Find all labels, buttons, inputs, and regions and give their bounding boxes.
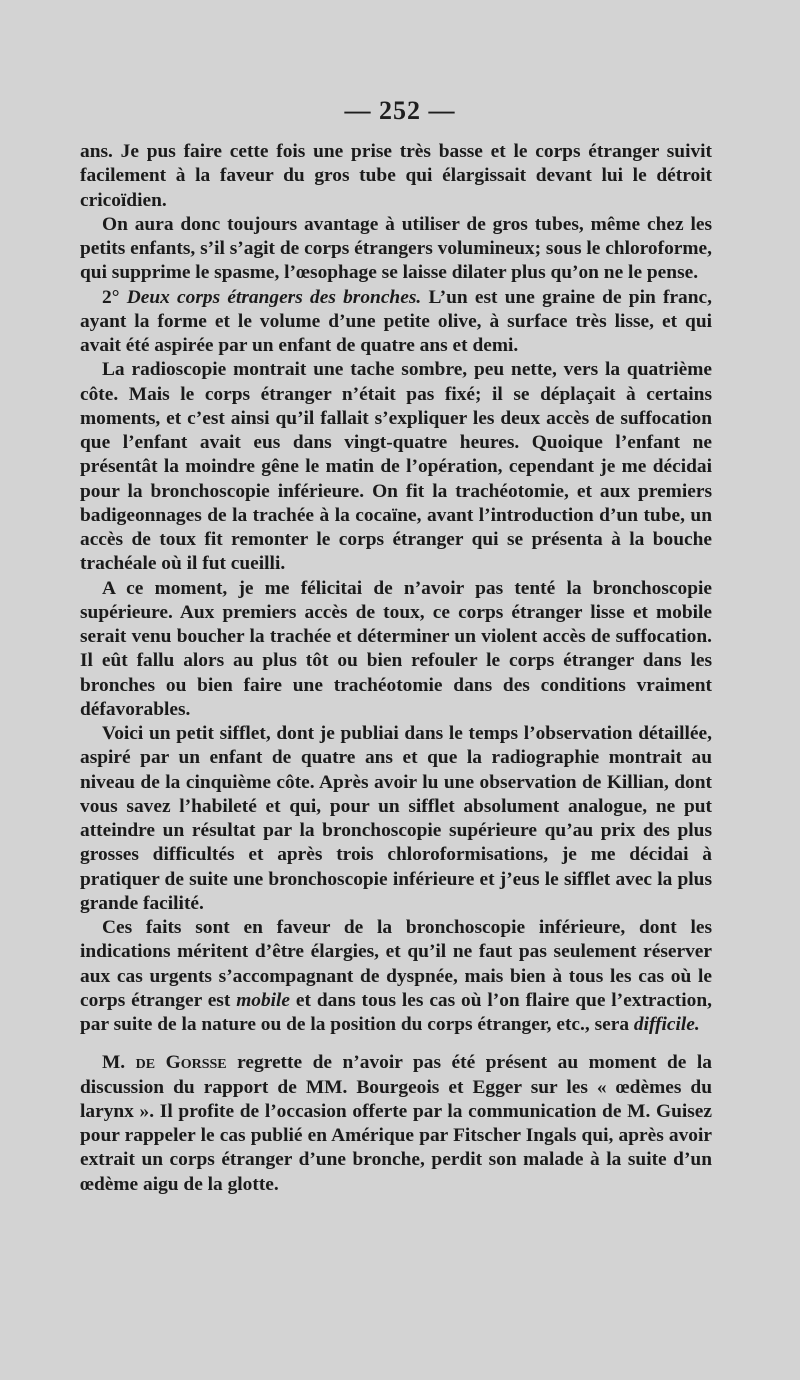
paragraph-7-text-b: et dans tous les cas où l’on flaire que l’extraction, par suite de la nature ou de la position du corps étranger, etc., sera bbox=[80, 989, 712, 1035]
paragraph-8 bbox=[80, 1051, 712, 1197]
paragraph-5: A ce moment, je me félicitai de n’avoir pas tenté la bronchoscopie supérieure. Aux premiers accès de toux, ce corps étranger lisse et mobile serait venu boucher la trachée et déterminer un violent accès de suffocation. Il eût fallu alors au plus tôt ou bien refouler le corps étranger dans les bronches ou bien faire une trachéotomie dans des conditions vraiment défavorables. bbox=[80, 577, 712, 720]
paragraph-6: Voici un petit sifflet, dont je publiai dans le temps l’observation détaillée, aspiré par un enfant de quatre ans et que la radiographie montrait au niveau de la cinquième côte. Après avoir lu une observation de Killian, dont vous savez l’habileté et qui, pour un sifflet absolument analogue, ne put atteindre un résultat par la bronchoscopie supérieure qu’au prix des plus grosses difficultés et après trois chloroformisations, je me décidai à pratiquer de suite une bronchoscopie inférieure et j’eus le sifflet avec la plus grande facilité. bbox=[80, 723, 712, 914]
page-number: — 252 — bbox=[344, 96, 456, 125]
paragraph-3-heading: Deux corps étrangers des bronches. bbox=[126, 286, 422, 308]
speaker-name: M. de Gorsse bbox=[102, 1052, 227, 1074]
paragraph-1: ans. Je pus faire cette fois une prise très basse et le corps étranger suivit facilement à la faveur du gros tube qui élargissait devant lui le détroit cricoïdien. bbox=[80, 141, 712, 211]
paragraph-3 bbox=[80, 286, 712, 359]
paragraph-8-text: regrette de n’avoir pas été présent au moment de la discussion du rapport de MM. Bourgeois et Egger sur les « œdèmes du larynx ». Il profite de l’occasion offerte par la communication de M. Guisez pour rappeler le cas publié en Amérique par Fitscher Ingals qui, après avoir extrait un corps étranger d’une bronche, perdit son malade à la suite d’un œdème aigu de la glotte. bbox=[80, 1052, 712, 1195]
paragraph-7-emphasis-mobile: mobile bbox=[236, 989, 291, 1011]
paragraph-7 bbox=[80, 916, 712, 1037]
paragraph-3-label: 2° bbox=[102, 286, 127, 308]
paragraph-7-emphasis-difficile: difficile. bbox=[633, 1014, 700, 1035]
body-text bbox=[80, 140, 712, 1197]
paragraph-7-text-a: Ces faits sont en faveur de la bronchoscopie inférieure, dont les indications méritent d’être élargies, et qu’il ne faut pas seulement réserver aux cas urgents s’accompagnant de dyspnée, mais bien à tous les cas où le corps étranger est bbox=[80, 917, 712, 1011]
paragraph-2: On aura donc toujours avantage à utiliser de gros tubes, même chez les petits enfants, s’il s’agit de corps étrangers volumineux; sous le chloroforme, qui supprime le spasme, l’œsophage se laisse dilater plus qu’on ne le pense. bbox=[80, 213, 712, 284]
paragraph-4: La radioscopie montrait une tache sombre, peu nette, vers la quatrième côte. Mais le corps étranger n’était pas fixé; il se déplaçait à certains moments, et c’est ainsi qu’il fallait s’expliquer les deux accès de suffocation que l’enfant avait eus dans vingt-quatre heures. Quoique l’enfant ne présentât la moindre gêne le matin de l’opération, cependant je me décidai pour la bronchoscopie inférieure. On fit la trachéotomie, et aux premiers badigeonnages de la trachée à la cocaïne, avant l’introduction d’un tube, un accès de toux fit remonter le corps étranger qui se présenta à la bouche trachéale où il fut cueilli. bbox=[80, 359, 712, 575]
paragraph-3-text: L’un est une graine de pin franc, ayant la forme et le volume d’une petite olive, à surface très lisse, et qui avait été aspirée par un enfant de quatre ans et demi. bbox=[80, 286, 712, 356]
